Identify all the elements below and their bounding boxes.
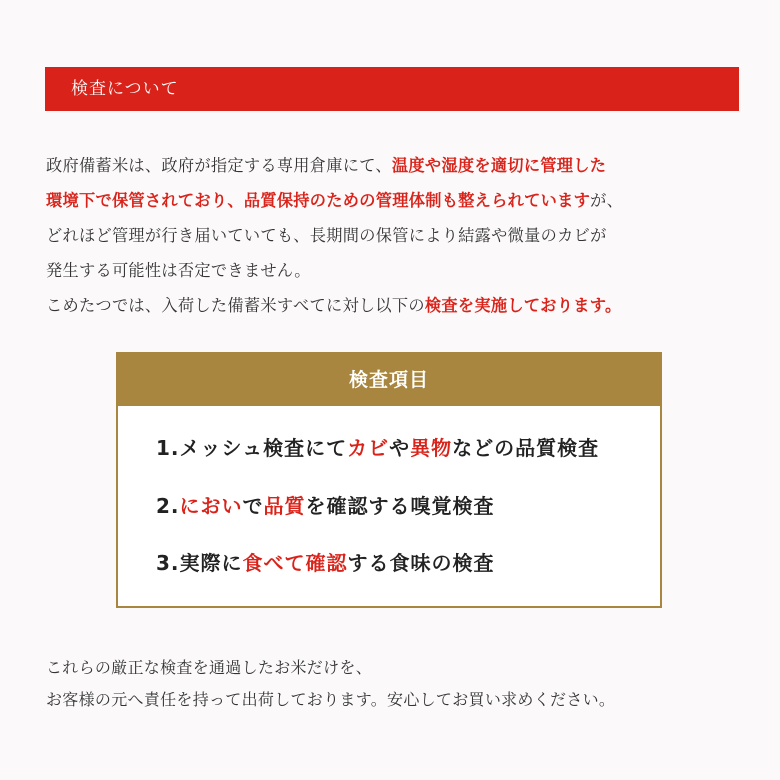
intro-paragraph [46,148,746,323]
item-number: 2. [156,494,180,518]
item-highlight: 食べて確認 [242,551,348,575]
intro-line [46,148,746,183]
intro-line [46,288,746,323]
intro-line [46,183,746,218]
intro-line: 発生する可能性は否定できません。 [46,261,311,280]
intro-highlight: 環境下で保管されており、品質保持のための管理体制も整えられています [46,191,591,210]
item-text: を確認する嗅覚検査 [305,494,495,518]
item-highlight: 異物 [410,436,453,460]
item-number: 1. [156,436,180,460]
item-text: メッシュ検査にて [179,436,348,460]
item-text: 実際に [179,551,243,575]
item-highlight: におい [179,494,243,518]
item-text: や [389,436,411,460]
outro-paragraph [46,652,615,716]
section-header-bar [45,67,739,111]
inspection-item-1 [156,432,599,461]
inspection-box [116,352,662,608]
inspection-item-2 [156,490,495,519]
outro-line: これらの厳正な検査を通過したお米だけを、 [46,658,373,677]
section-title: 検査について [71,79,179,99]
intro-highlight: 検査を実施しております。 [424,296,622,315]
outro-line: お客様の元へ責任を持って出荷しております。安心してお買い求めください。 [46,690,616,709]
intro-text: 政府備蓄米は、政府が指定する専用倉庫にて、 [46,156,392,175]
item-highlight: カビ [347,436,390,460]
intro-highlight: 温度や湿度を適切に管理した [391,156,607,175]
item-number: 3. [156,551,180,575]
item-highlight: 品質 [263,494,306,518]
intro-text: が、 [590,191,624,210]
item-text: などの品質検査 [452,436,600,460]
inspection-title: 検査項目 [118,354,660,406]
item-text: で [242,494,264,518]
intro-line: どれほど管理が行き届いていても、長期間の保管により結露や微量のカビが [46,226,607,245]
intro-text: こめたつでは、入荷した備蓄米すべてに対し以下の [46,296,425,315]
inspection-item-3 [156,547,495,576]
item-text: する食味の検査 [347,551,495,575]
